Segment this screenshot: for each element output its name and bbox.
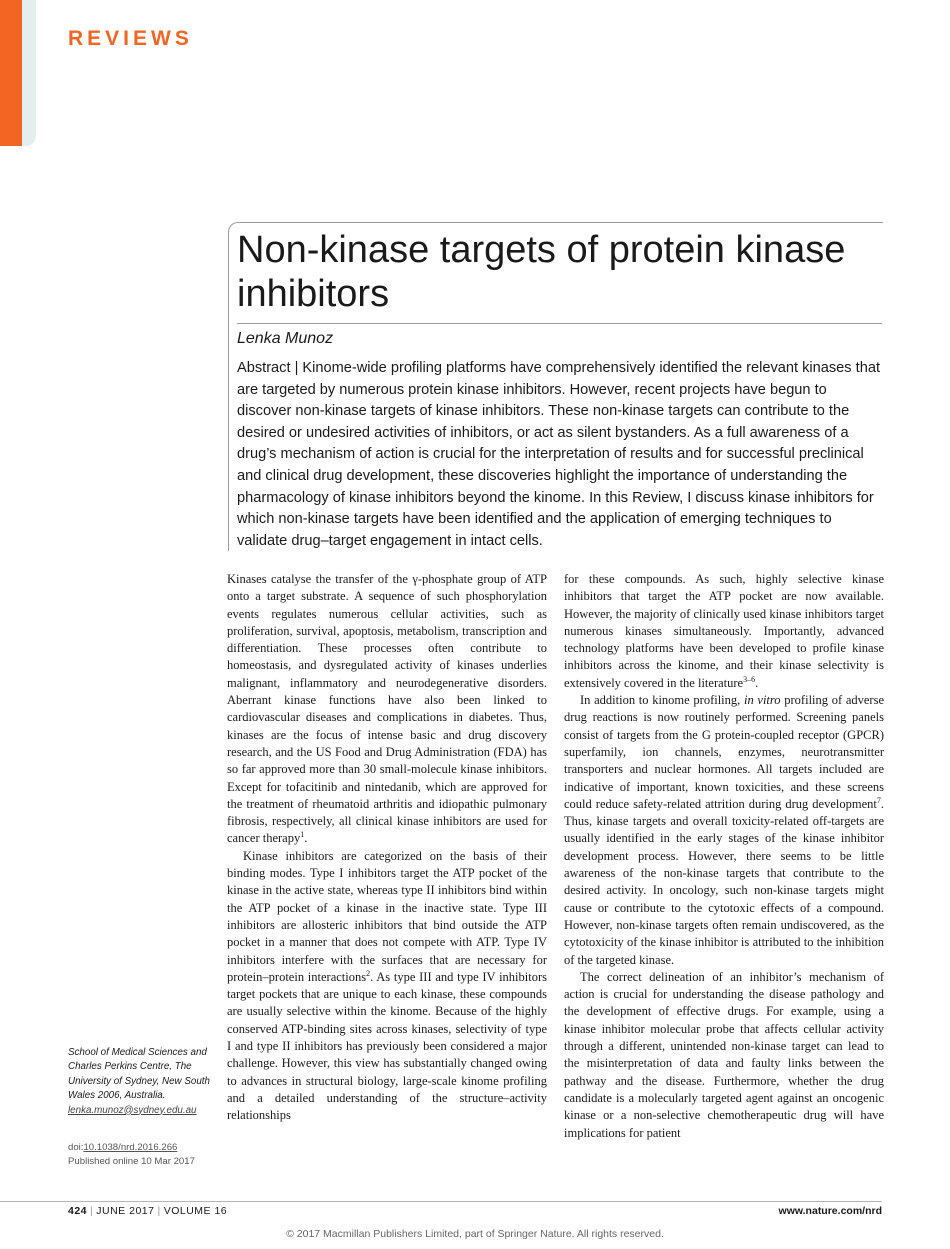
body-paragraph: In addition to kinome profiling, in vitro profiling of adverse drug reactions is now routinely performed. Screening panels consist of targets from the G protein-coupled receptor (GPCR) superfamily, ion channels, enzymes, neurotransmitter transporters and nuclear hormones. All targets included are indicative of important, known toxicities, and these screens could reduce safety-related attrition during drug development$^7$. Thus, kinase targets and overall toxicity-related off-targets are usually identified in the early stages of the kinase inhibitor development process. However, there seems to be little awareness of the non-kinase targets that contribute to the desired activity. In oncology, such non-kinase targets might cause or contribute to the cytotoxic effects of a compound. However, non-kinase targets often remain undiscovered, as the cytotoxicity of the kinase inhibitor is attributed to the inhibition of the targeted kinase. (564, 693, 884, 967)
abstract: Abstract | Kinome-wide profiling platforms have comprehensively identified the relevant kinases that are targeted by numerous protein kinase inhibitors. However, recent projects have begun to discover non-kinase targets of kinase inhibitors. These non-kinase targets can contribute to the desired or undesired activities of inhibitors, or act as silent bystanders. As a full awareness of a drug’s mechanism of action is crucial for the interpretation of results and for successful preclinical and clinical drug development, these discoveries highlight the importance of understanding the pharmacology of kinase inhibitors beyond the kinome. In this Review, I discuss kinase inhibitors for which non-kinase targets have been identified and the application of emerging techniques to validate drug–target engagement in intact cells. (237, 360, 880, 549)
published-date: Published online 10 Mar 2017 (68, 1155, 195, 1167)
footer-page-info: 424 | JUNE 2017 | VOLUME 16 (68, 1205, 228, 1217)
title-divider (237, 323, 882, 324)
page-number: 424 (68, 1205, 88, 1217)
footer-divider (0, 1201, 882, 1202)
section-color-tab (0, 0, 22, 146)
body-paragraph: Kinases catalyse the transfer of the γ-phosphate group of ATP onto a target substrate. A sequence of such phosphorylation events regulates numerous cellular activities, such as proliferation, survival, apoptosis, metabolism, transcription and differentiation. These processes often contribute to homeostasis, and dysregulated activity of kinases underlies malignant, inflammatory and neurodegenerative disorders. Aberrant kinase functions have also been linked to cardiovascular diseases and complications in diabetes. Thus, kinases are the focus of intense basic and drug discovery research, and the US Food and Drug Administration (FDA) has so far approved more than 30 small-molecule kinase inhibitors. Except for tofacitinib and nintedanib, which are approved for the treatment of rheumatoid arthritis and idiopathic pulmonary fibrosis, respectively, all clinical kinase inhibitors are used for cancer therapy$^1$. (227, 572, 547, 846)
journal-url-link[interactable]: www.nature.com/nrd (778, 1205, 882, 1217)
author-email-link[interactable]: lenka.munoz@sydney.edu.au (68, 1104, 197, 1116)
body-paragraph: for these compounds. As such, highly selective kinase inhibitors that target the ATP pocket are now available. However, the majority of clinically used kinase inhibitors target numerous kinases simultaneously. Importantly, advanced technology platforms have been developed to profile kinase inhibitors across the kinome, and their kinase selectivity is extensively covered in the literature$^{3-6}$. (564, 572, 884, 690)
author-name: Lenka Munoz (237, 330, 334, 347)
section-color-tab-shadow (22, 0, 36, 146)
author-affiliation (68, 1046, 218, 1118)
doi-link[interactable]: 10.1038/nrd.2016.266 (83, 1142, 178, 1153)
body-column-right (564, 571, 884, 1142)
body-paragraph: The correct delineation of an inhibitor’s mechanism of action is crucial for understanding the disease pathology and the development of effective drugs. For example, using a kinase inhibitor molecular probe that affects cellular activity through a different, unintended non-kinase target can lead to the misinterpretation of data and faulty links between the pathway and the disease. Furthermore, whether the drug candidate is a molecularly targeted agent against an oncogenic kinase or a non-selective chemotherapeutic drug will have implications for patient (564, 969, 884, 1140)
affiliation-text: School of Medical Sciences and Charles Perkins Centre, The University of Sydney, New South Wales 2006, Australia. (68, 1047, 210, 1102)
reference-link[interactable]: 1 (300, 830, 305, 840)
reference-link[interactable]: 2 (366, 968, 371, 978)
reference-link[interactable]: 7 (876, 795, 881, 805)
copyright-notice: © 2017 Macmillan Publishers Limited, part of Springer Nature. All rights reserved. (286, 1228, 664, 1240)
article-title: Non-kinase targets of protein kinase inhibitors (237, 229, 846, 315)
issue-date: JUNE 2017 (96, 1205, 155, 1217)
doi-block: doi:10.1038/nrd.2016.266 Published online 10 Mar 2017 (68, 1141, 218, 1168)
reference-link[interactable]: 3–6 (743, 674, 756, 684)
body-paragraph: Kinase inhibitors are categorized on the basis of their binding modes. Type I inhibitors target the ATP pocket of the kinase in the active state, whereas type II inhibitors bind within the ATP pocket of a kinase in the inactive state. Type III inhibitors are allosteric inhibitors that bind outside the ATP pocket in a manner that does not compete with ATP. Type IV inhibitors interfere with the surfaces that are necessary for protein–protein interactions$^2$. As type III and type IV inhibitors target pockets that are unique to each kinase, these compounds are usually selective within the kinome. Because of the highly conserved ATP-binding sites across kinases, selectivity of type I and type II inhibitors has previously been considered a major challenge. However, this view has substantially changed owing to advances in structural biology, large-scale kinome profiling and a detailed understanding of the structure–activity relationships (227, 848, 547, 1123)
body-column-left (227, 571, 547, 1125)
volume: VOLUME 16 (163, 1205, 228, 1217)
section-label: REVIEWS (68, 27, 193, 50)
